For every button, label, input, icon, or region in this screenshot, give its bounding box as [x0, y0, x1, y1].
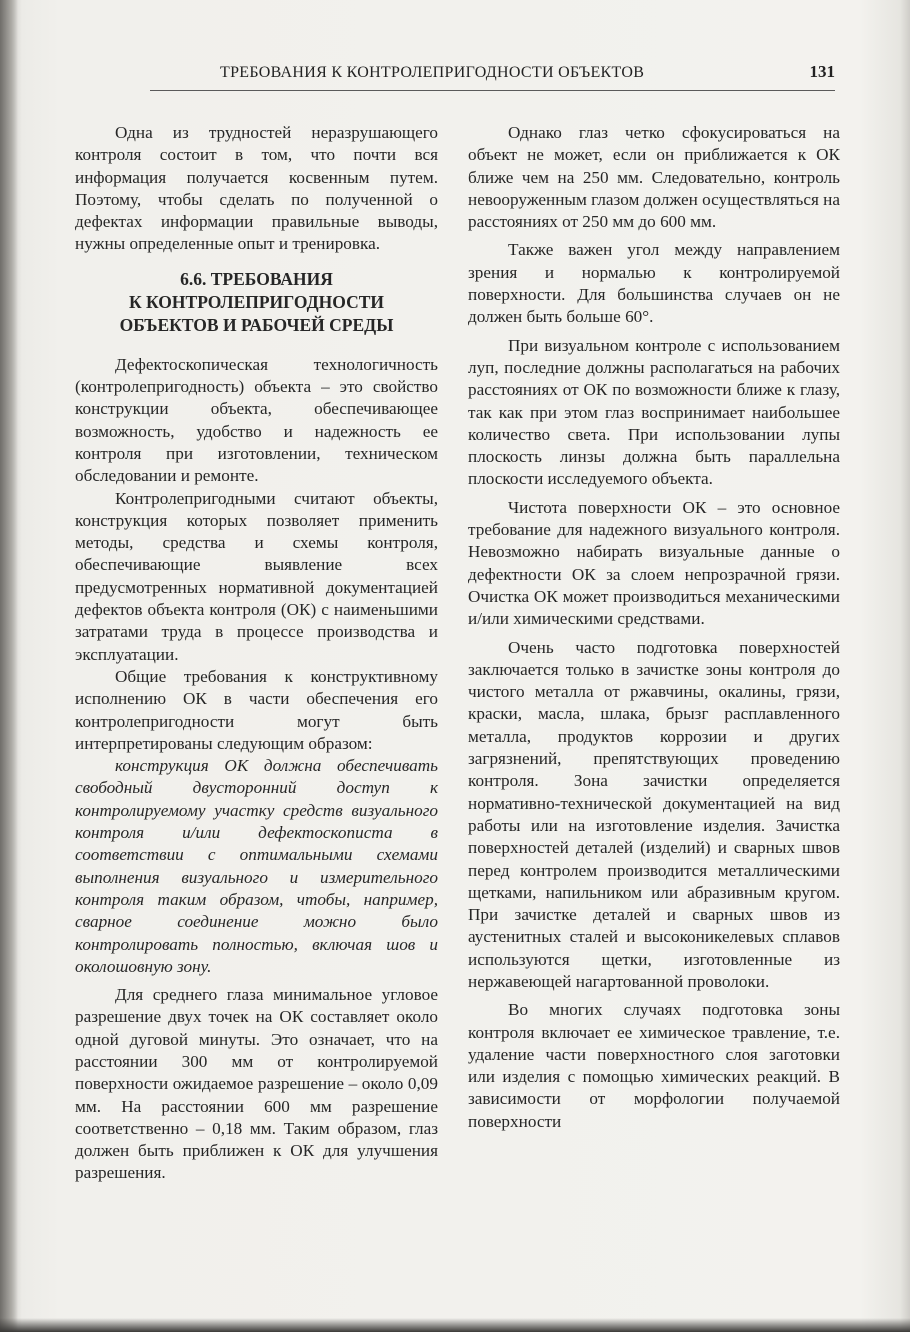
paragraph: Дефектоскопическая технологичность (контролепригодность) объекта – это свойство конструкции объекта, обеспечивающее возможность, удобство и надежность ее контроля при изготовлении, техническом обследовании и ремонте. [75, 354, 438, 486]
paragraph: Чистота поверхности ОК – это основное требование для надежного визуального контроля. Невозможно набирать визуальные данные о дефектности ОК за слоем непрозрачной грязи. Очистка ОК может производиться механическими и/или химическими средствами. [468, 497, 840, 629]
section-heading-line: К КОНТРОЛЕПРИГОДНОСТИ [128, 291, 384, 312]
paragraph: Также важен угол между направлением зрения и нормалью к контролируемой поверхности. Для большинства случаев он не должен быть больше 60°. [468, 240, 840, 327]
paragraph: Во многих случаях подготовка зоны контроля включает ее химическое травление, т.е. удаление части поверхностного слоя заготовки или изделия с помощью химических реакций. В зависимости от морфологии получаемой поверхности [468, 1000, 840, 1131]
book-spine-shadow [0, 0, 18, 1332]
paragraph: Одна из трудностей неразрушающего контроля состоит в том, что почти вся информация получается косвенным путем. Поэтому, чтобы сделать по полученной о дефектах информации правильные выводы, нужны определенные опыт и тренировка. [75, 123, 438, 254]
right-column [468, 122, 840, 1133]
section-heading-line: ОБЪЕКТОВ И РАБОЧЕЙ СРЕДЫ [119, 314, 394, 335]
italic-requirement: конструкция ОК должна обеспечивать свободный двусторонний доступ к контролируемому участку средств визуального контроля и/или дефектоскописта в соответствии с оптимальными схемами выполнения визуального и измерительного контроля таким образом, чтобы, например, сварное соединение можно было контролировать полностью, включая шов и околошовную зону. [75, 756, 438, 976]
section-heading [75, 268, 438, 337]
paragraph: Очень часто подготовка поверхностей заключается только в зачистке зоны контроля до чистого металла от ржавчины, окалины, грязи, краски, масла, шлака, брызг расплавленного металла, продуктов коррозии и других загрязнений, препятствующих проведению контроля. Зона зачистки определяется нормативно-технической документацией на вид работы или на изготовление изделия. Зачистка поверхностей деталей (изделий) и сварных швов перед контролем производится металлическими щетками, напильником или абразивным кругом. При зачистке деталей и сварных швов из аустенитных сталей и высоконикелевых сплавов используются щетки, изготовленные из нержавеющей нагартованной проволоки. [468, 637, 840, 991]
page-number: 131 [809, 62, 835, 81]
page-bottom-shadow [0, 1318, 910, 1332]
paragraph: Для среднего глаза минимальное угловое разрешение двух точек на ОК составляет около одной дуговой минуты. Это означает, что на расстоянии 300 мм от контролируемой поверхности ожидаемое разрешение – около 0,09 мм. На расстоянии 600 мм разрешение соответственно – 0,18 мм. Таким образом, глаз должен быть приближен к ОК для улучшения разрешения. [75, 985, 438, 1183]
running-header-title: ТРЕБОВАНИЯ К КОНТРОЛЕПРИГОДНОСТИ ОБЪЕКТОВ [220, 64, 645, 81]
section-heading-line: 6.6. ТРЕБОВАНИЯ [180, 268, 333, 289]
paragraph: Контролепригодными считают объекты, конструкция которых позволяет применить методы, средства и схемы контроля, обеспечивающие выявление всех предусмотренных нормативной документацией дефектов объекта контроля (ОК) с наименьшими затратами труда в процессе производства и эксплуатации. [75, 488, 438, 664]
running-header [150, 60, 835, 91]
paragraph: Однако глаз четко сфокусироваться на объект не может, если он приближается к ОК ближе чем на 250 мм. Следовательно, контроль невооруженным глазом должен осуществляться на расстояниях от 250 мм до 600 мм. [468, 123, 840, 232]
left-column [75, 122, 438, 1185]
paragraph: Общие требования к конструктивному исполнению ОК в части обеспечения его контролепригодности могут быть интерпретированы следующим образом: [75, 666, 438, 753]
paragraph: При визуальном контроле с использованием луп, последние должны располагаться на рабочих расстояниях от ОК по возможности ближе к глазу, так как при этом глаз воспринимает наибольшее количество света. При использовании лупы плоскость линзы должна быть параллельна плоскости исследуемого объекта. [468, 335, 840, 489]
